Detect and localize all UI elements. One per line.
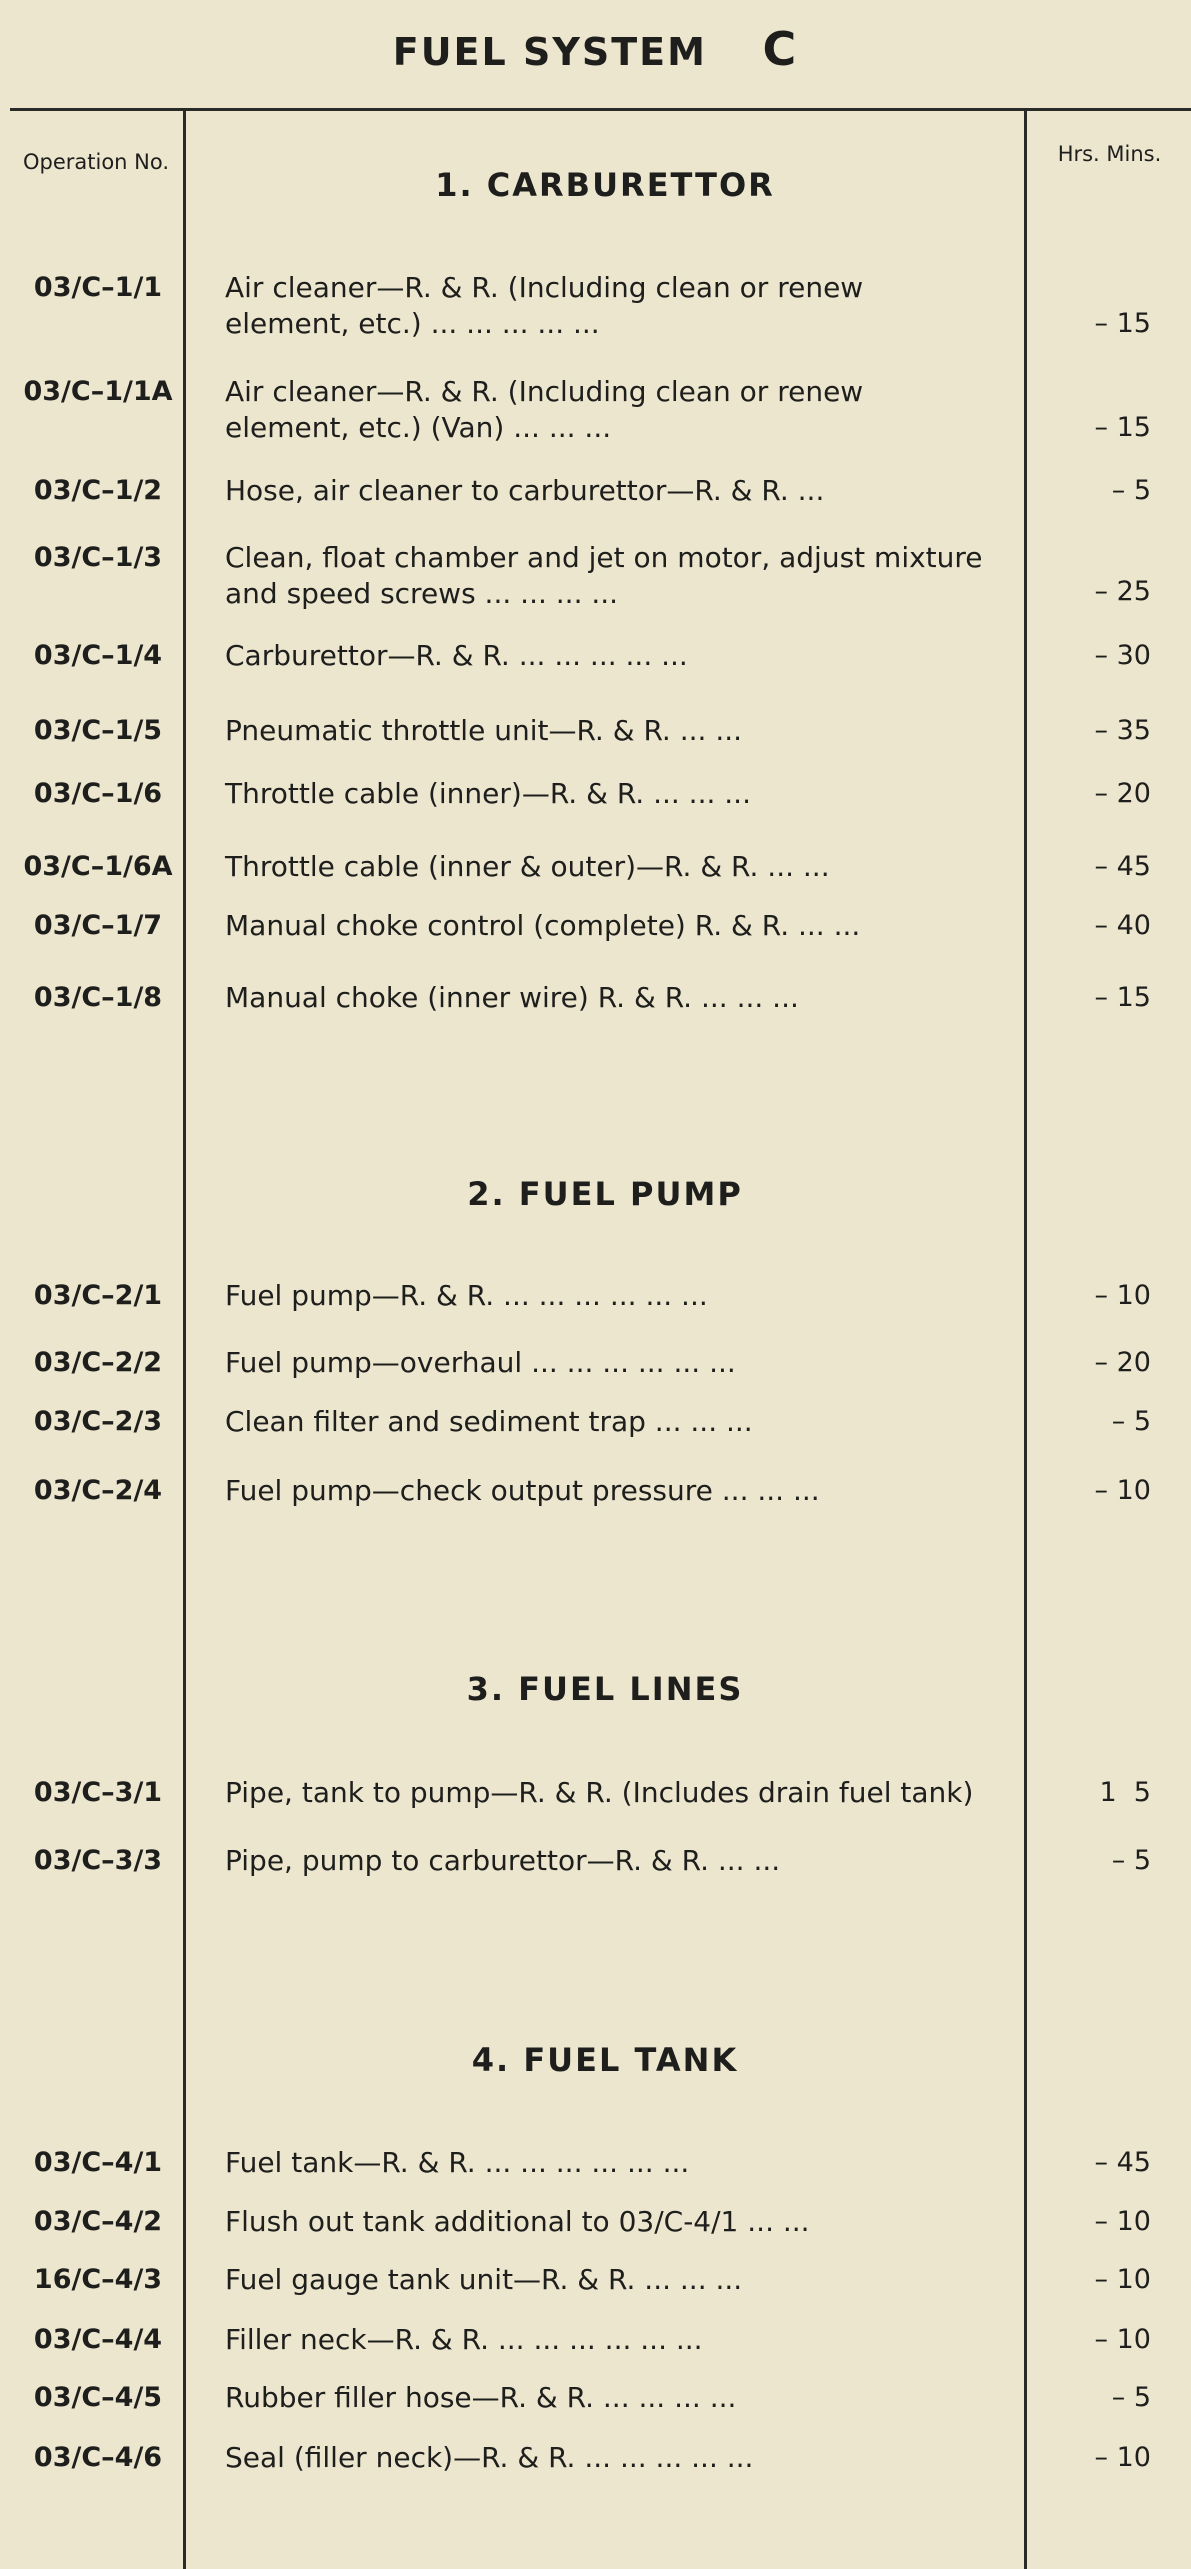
operation-number: 03/C–2/3 bbox=[33, 1406, 163, 1437]
operation-time: – 20 bbox=[1094, 1347, 1151, 1378]
operation-time: – 5 bbox=[1111, 1845, 1151, 1876]
operation-time: – 10 bbox=[1094, 1280, 1151, 1311]
operation-time: – 10 bbox=[1094, 2264, 1151, 2295]
operation-number: 03/C–1/8 bbox=[33, 982, 163, 1013]
operation-number: 03/C–1/6A bbox=[23, 851, 173, 882]
operation-time: 1 5 bbox=[1099, 1777, 1151, 1808]
page-title-text: FUEL SYSTEM bbox=[392, 30, 707, 74]
operation-time: – 10 bbox=[1094, 1475, 1151, 1506]
operation-time: – 15 bbox=[1094, 308, 1151, 339]
operation-description: Pipe, tank to pump—R. & R. (Includes drain fuel tank) bbox=[225, 1776, 974, 1809]
operation-description: Throttle cable (inner & outer)—R. & R. ... ... bbox=[225, 850, 830, 883]
top-rule bbox=[10, 108, 1191, 111]
operation-description: Fuel gauge tank unit—R. & R. ... ... ... bbox=[225, 2263, 743, 2296]
operation-time: – 10 bbox=[1094, 2206, 1151, 2237]
operation-description: Seal (filler neck)—R. & R. ... ... ... ... ... bbox=[225, 2441, 754, 2474]
operation-number: 03/C–3/1 bbox=[33, 1777, 163, 1808]
operation-number: 03/C–4/5 bbox=[33, 2382, 163, 2413]
operation-description: Fuel pump—overhaul ... ... ... ... ... ... bbox=[225, 1346, 736, 1379]
operation-description: Manual choke (inner wire) R. & R. ... ... ... bbox=[225, 981, 799, 1014]
operation-time: – 35 bbox=[1094, 715, 1151, 746]
operation-time: – 15 bbox=[1094, 982, 1151, 1013]
operation-number: 03/C–2/2 bbox=[33, 1347, 163, 1378]
section-title-fuel-lines: 3. FUEL LINES bbox=[466, 1670, 744, 1708]
operation-number: 03/C–4/4 bbox=[33, 2324, 163, 2355]
operation-description: Air cleaner—R. & R. (Including clean or renew element, etc.) ... ... ... ... ... bbox=[225, 271, 864, 340]
section-letter: C bbox=[762, 22, 799, 76]
operation-description: Manual choke control (complete) R. & R. ... ... bbox=[225, 909, 861, 942]
operation-time: – 5 bbox=[1111, 1406, 1151, 1437]
operation-time: – 5 bbox=[1111, 475, 1151, 506]
operation-number: 03/C–4/1 bbox=[33, 2147, 163, 2178]
operation-description: Hose, air cleaner to carburettor—R. & R. ... bbox=[225, 474, 825, 507]
operation-column-header: Operation No. bbox=[22, 150, 170, 174]
operation-number: 03/C–1/1A bbox=[23, 376, 173, 407]
operation-time: – 45 bbox=[1094, 851, 1151, 882]
operation-number: 03/C–2/1 bbox=[33, 1280, 163, 1311]
operation-description: Clean filter and sediment trap ... ... ... bbox=[225, 1405, 753, 1438]
operation-time: – 25 bbox=[1094, 576, 1151, 607]
operation-description: Pipe, pump to carburettor—R. & R. ... ... bbox=[225, 1844, 781, 1877]
page-title bbox=[0, 22, 1191, 76]
operation-description: Throttle cable (inner)—R. & R. ... ... ... bbox=[225, 777, 751, 810]
operation-number: 03/C–1/5 bbox=[33, 715, 163, 746]
operation-description: Filler neck—R. & R. ... ... ... ... ... ... bbox=[225, 2323, 703, 2356]
operation-description: Flush out tank additional to 03/C-4/1 ... ... bbox=[225, 2205, 810, 2238]
operation-description: Pneumatic throttle unit—R. & R. ... ... bbox=[225, 714, 743, 747]
operation-description: Air cleaner—R. & R. (Including clean or renew element, etc.) (Van) ... ... ... bbox=[225, 375, 864, 444]
operation-time: – 40 bbox=[1094, 910, 1151, 941]
operation-number: 03/C–4/6 bbox=[33, 2442, 163, 2473]
operation-description: Rubber filler hose—R. & R. ... ... ... ... bbox=[225, 2381, 737, 2414]
operation-number: 03/C–1/1 bbox=[33, 272, 163, 303]
operation-time: – 10 bbox=[1094, 2442, 1151, 2473]
operation-description: Carburettor—R. & R. ... ... ... ... ... bbox=[225, 639, 688, 672]
operation-time: – 20 bbox=[1094, 778, 1151, 809]
operation-time: – 45 bbox=[1094, 2147, 1151, 2178]
operation-number: 03/C–1/6 bbox=[33, 778, 163, 809]
operation-number: 16/C–4/3 bbox=[33, 2264, 163, 2295]
operation-description: Fuel pump—R. & R. ... ... ... ... ... ... bbox=[225, 1279, 708, 1312]
operation-number: 03/C–1/4 bbox=[33, 640, 163, 671]
time-column-header: Hrs. Mins. bbox=[1057, 142, 1162, 166]
section-title-carburettor: 1. CARBURETTOR bbox=[435, 166, 775, 204]
operation-number: 03/C–2/4 bbox=[33, 1475, 163, 1506]
operation-number: 03/C–4/2 bbox=[33, 2206, 163, 2237]
section-title-fuel-tank: 4. FUEL TANK bbox=[471, 2041, 739, 2079]
operation-description: Clean, float chamber and jet on motor, adjust mixture and speed screws ... ... ... ... bbox=[225, 541, 983, 610]
operation-time: – 10 bbox=[1094, 2324, 1151, 2355]
operation-number: 03/C–1/7 bbox=[33, 910, 163, 941]
column-divider-left bbox=[183, 108, 186, 2569]
operation-time: – 30 bbox=[1094, 640, 1151, 671]
operation-number: 03/C–3/3 bbox=[33, 1845, 163, 1876]
operation-description: Fuel pump—check output pressure ... ... ... bbox=[225, 1474, 820, 1507]
operation-time: – 15 bbox=[1094, 412, 1151, 443]
section-title-fuel-pump: 2. FUEL PUMP bbox=[467, 1175, 743, 1213]
operation-description: Fuel tank—R. & R. ... ... ... ... ... ... bbox=[225, 2146, 690, 2179]
operation-number: 03/C–1/3 bbox=[33, 542, 163, 573]
operation-number: 03/C–1/2 bbox=[33, 475, 163, 506]
operation-time: – 5 bbox=[1111, 2382, 1151, 2413]
